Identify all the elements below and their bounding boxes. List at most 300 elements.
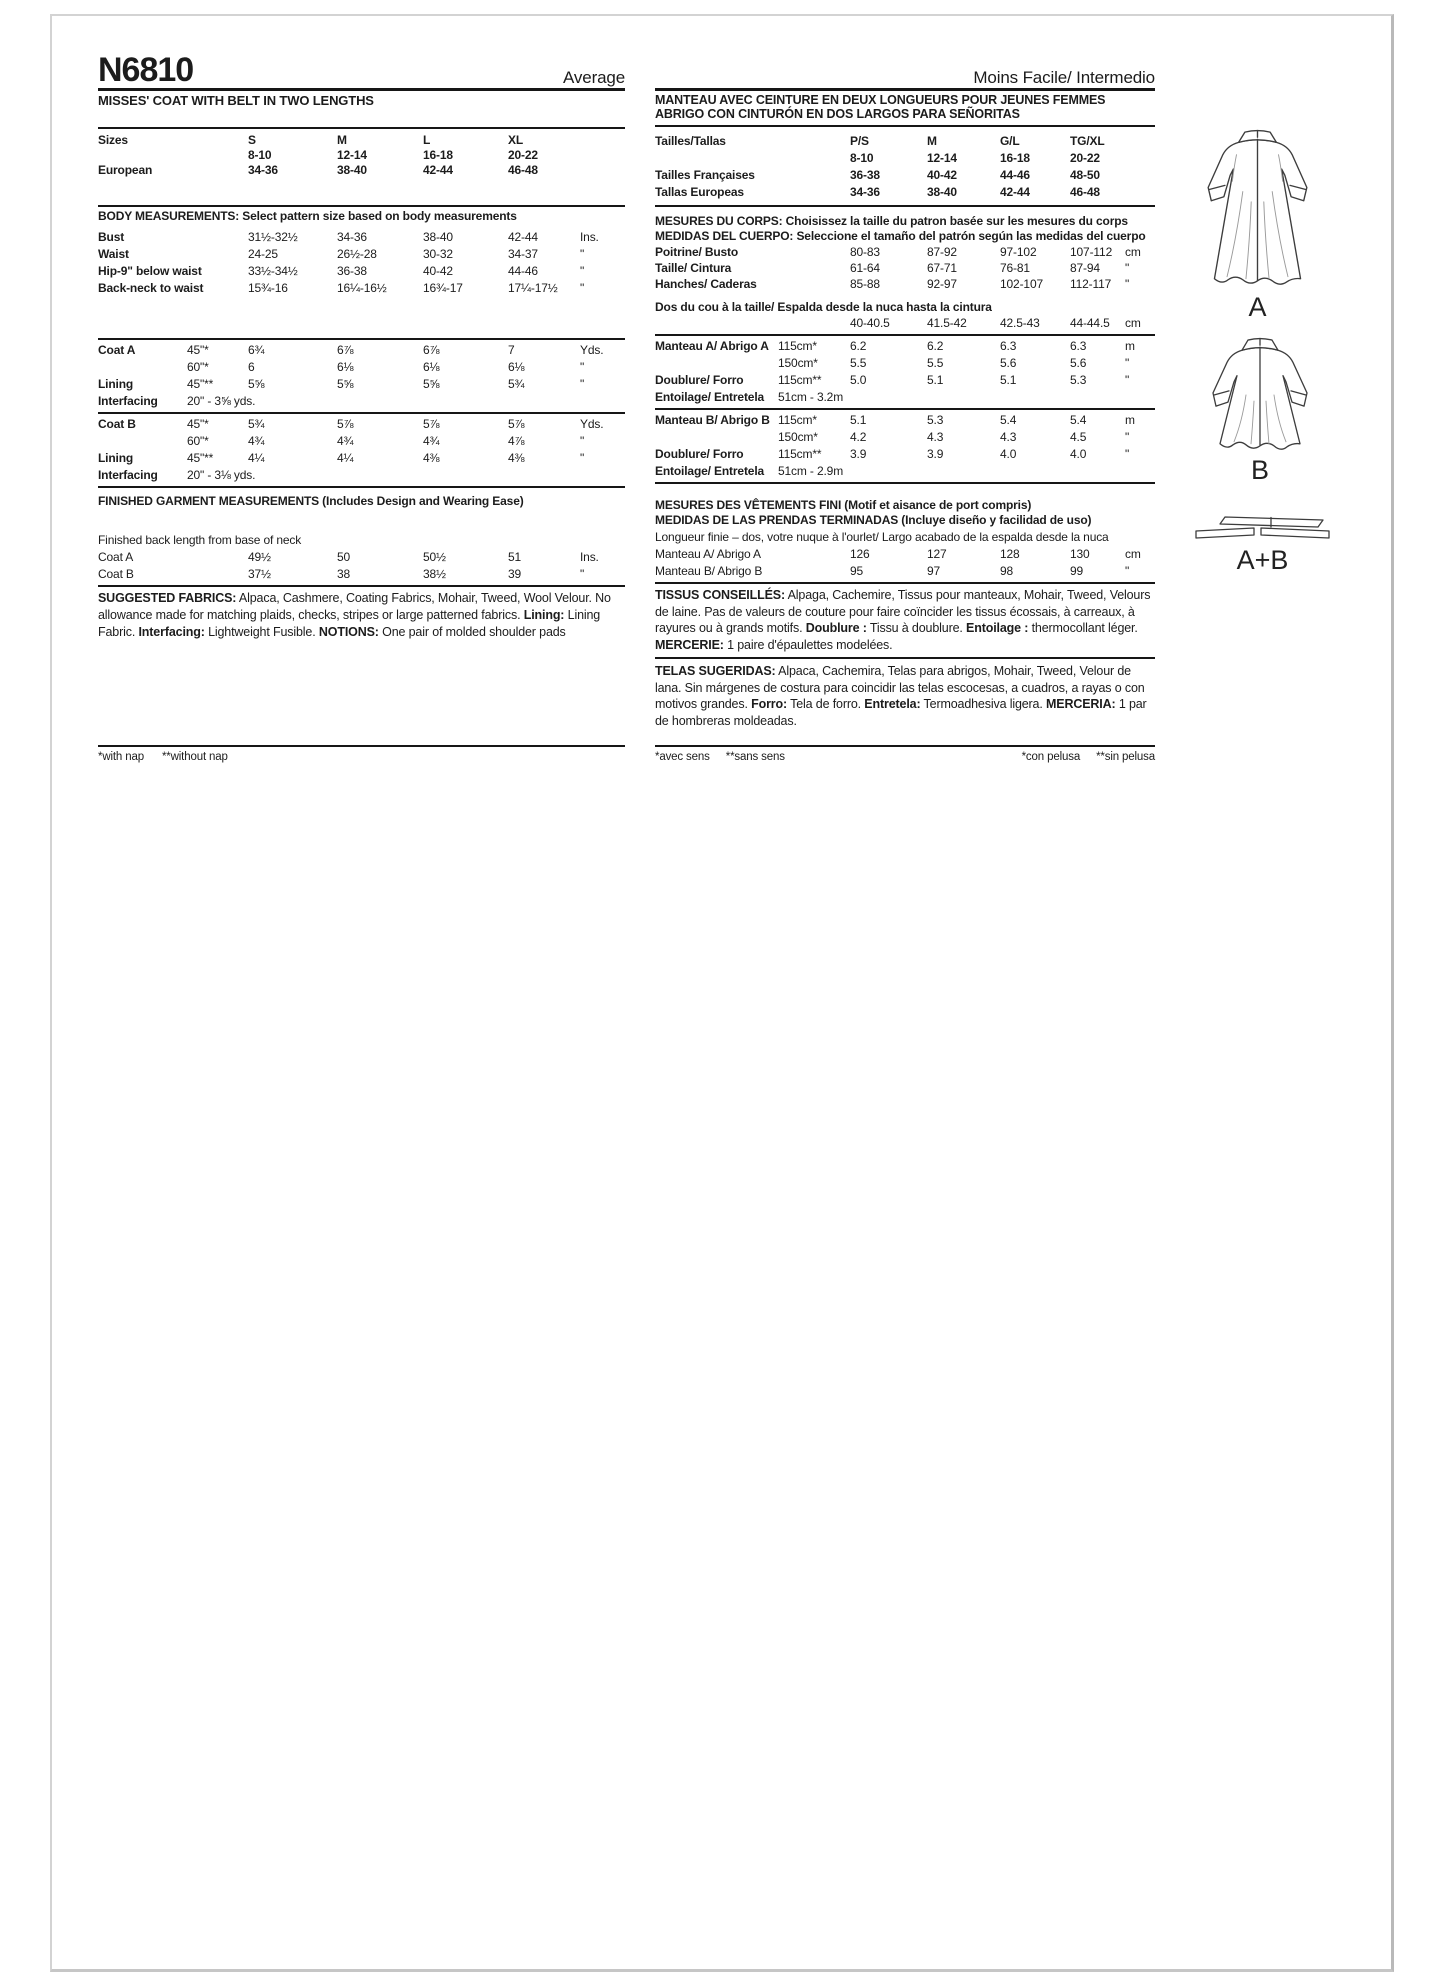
cell-ps: 36-38 [850,168,880,182]
yardage-rows [98,416,625,467]
cell-ps: 5.0 [850,373,867,387]
table-row [655,184,1155,201]
table-row [655,260,1155,276]
row-label: Sizes [98,133,128,147]
cell-ps: 4.2 [850,430,867,444]
cell-unit: " [580,247,585,261]
table-row [98,416,625,433]
bold-segment: SUGGESTED FABRICS: [98,591,237,605]
row-label: Coat B [98,417,136,431]
row-label: European [98,163,153,177]
fabric-width: 60"* [187,434,209,448]
cell-xl: 44-46 [508,264,538,278]
interfacing-row [98,393,625,410]
coat-b-yardage-group [98,412,625,486]
cell-s: 6¾ [248,343,265,357]
bold-segment: TISSUS CONSEILLÉS: [655,588,785,602]
pattern-envelope-back [50,14,1394,1972]
section-header-es: MEDIDAS DE LAS PRENDAS TERMINADAS (Incluye diseño y facilidad de uso) [655,513,1092,527]
cell-gl: G/L [1000,134,1020,148]
text-segment: 1 paire d'épaulettes modelées. [723,637,893,652]
row-label: Doublure/ Forro [655,447,744,461]
row-label: Tailles Françaises [655,168,755,182]
row-label [98,433,187,450]
row-label: Manteau B/ Abrigo B [655,564,763,578]
cell-l: 38-40 [423,230,453,244]
table-row [655,563,1155,580]
cell-m: 87-92 [927,245,957,259]
table-row [98,229,625,246]
row-label: Entoilage/ Entretela [655,464,765,478]
cell-l: 42-44 [423,163,453,177]
row-label: Doublure/ Forro [655,373,744,387]
text-segment: thermocollant léger. [1028,621,1138,635]
cell-unit: " [580,567,585,581]
cell-s: 8-10 [248,148,272,162]
cell-m: 97 [927,564,941,578]
cell-unit: Yds. [580,343,604,357]
cell-gl: 128 [1000,547,1020,561]
table-row [98,148,625,163]
row-label: Manteau B/ Abrigo B [655,413,770,427]
cell-tgxl: 130 [1070,547,1090,561]
finished-length-note: Finished back length from base of neck [98,533,302,547]
sizes-table-intl [655,125,1155,201]
row-label [98,148,248,163]
entoilage-note: 51cm - 3.2m [778,390,844,404]
table-row [98,566,625,583]
row-label: Back-neck to waist [98,281,204,295]
suggested-fabrics-paragraph [98,590,625,641]
bold-segment: Forro: [751,697,788,711]
cell-ps: 6.2 [850,339,867,353]
bold-segment: MERCERIA: [1046,697,1116,711]
bold-segment: Entoilage : [966,621,1029,635]
row-label: Coat A [98,550,134,564]
cell-s: 4¾ [248,434,265,448]
cell-s: 24-25 [248,247,278,261]
coat-b-illustration [1210,336,1310,456]
cell-l: 16-18 [423,148,453,162]
fabric-width: 150cm* [778,430,818,444]
interfacing-note: 20" - 3⅛ yds. [187,468,256,482]
cell-unit: Ins. [580,550,599,564]
cell-gl: 5.4 [1000,413,1017,427]
cell-unit: " [1125,261,1130,275]
cell-xl: 39 [508,567,522,581]
cell-ps: 5.5 [850,356,867,370]
cell-tgxl: 6.3 [1070,339,1087,353]
text-segment: Lightweight Fusible. [204,625,319,639]
table-row [98,376,625,393]
cell-s: S [248,133,256,147]
table-row [98,133,625,148]
cell-gl: 42.5-43 [1000,316,1040,330]
coat-a-illustration [1205,128,1310,290]
cell-m: 4¾ [337,434,354,448]
bold-segment: Interfacing: [138,625,205,639]
row-label: Interfacing [98,468,158,482]
row-label [655,429,778,446]
table-row [655,167,1155,184]
cell-unit: " [1125,564,1130,578]
cell-s: 31½-32½ [248,230,298,244]
cell-unit: " [580,281,585,295]
table-row [98,263,625,280]
cell-l: 4¾ [423,434,440,448]
row-label: Lining [98,451,134,465]
cell-xl: 4⅞ [508,434,525,448]
fabric-width: 115cm** [778,373,822,387]
row-label: Tallas Europeas [655,185,744,199]
cell-tgxl: 112-117 [1070,277,1112,291]
cell-unit: " [580,360,585,374]
table-row [655,412,1155,429]
cell-m: 5.5 [927,356,944,370]
difficulty-label-en: Average [563,68,625,87]
row-label: Hanches/ Caderas [655,277,757,291]
french-spanish-column [655,16,1155,729]
table-row [655,276,1155,292]
cell-gl: 76-81 [1000,261,1030,275]
table-row [655,133,1155,150]
cell-tgxl: 5.4 [1070,413,1087,427]
cell-xl: XL [508,133,524,147]
cell-l: 5⅞ [423,417,440,431]
cell-m: 12-14 [927,151,957,165]
bold-segment: Entretela: [864,697,921,711]
cell-tgxl: 99 [1070,564,1084,578]
cell-s: 33½-34½ [248,264,298,278]
pattern-number: N6810 [98,51,194,89]
cell-ps: 40-40.5 [850,316,890,330]
cell-m: 34-36 [337,230,367,244]
cell-xl: 5¾ [508,377,525,391]
cell-gl: 5.1 [1000,373,1017,387]
cell-ps: 95 [850,564,864,578]
cell-unit [1125,150,1155,167]
row-label: Bust [98,230,125,244]
garment-titles-intl [655,93,1155,121]
back-neck-label: Dos du cou à la taille/ Espalda desde la nuca hasta la cintura [655,300,992,314]
section-header: BODY MEASUREMENTS: Select pattern size based on body measurements [98,209,517,223]
cell-tgxl: 48-50 [1070,168,1100,182]
cell-l: 40-42 [423,264,453,278]
table-row [98,246,625,263]
cell-s: 6 [248,360,255,374]
cell-ps: 8-10 [850,151,874,165]
masthead-intl [655,56,1155,91]
table-row [98,359,625,376]
cell-tgxl: 4.5 [1070,430,1087,444]
cell-m: 12-14 [337,148,367,162]
cell-unit: " [1125,356,1130,370]
cell-unit: " [580,377,585,391]
row-label: Poitrine/ Busto [655,245,739,259]
cell-m: 40-42 [927,168,957,182]
cell-m: 6.2 [927,339,944,353]
footnote-intl [655,745,1155,764]
metric-yardage-table [655,334,1155,484]
cell-xl: 46-48 [508,163,538,177]
cell-unit: " [580,451,585,465]
row-label: Entoilage/ Entretela [655,390,765,404]
manteau-b-group [655,408,1155,482]
row-label: Tailles/Tallas [655,134,726,148]
cell-xl: 5⅞ [508,417,525,431]
cell-gl: 97-102 [1000,245,1037,259]
cell-unit: " [1125,373,1130,387]
cell-s: 15¾-16 [248,281,288,295]
coat-b-label: B [1250,455,1269,485]
cell-s: 5¾ [248,417,265,431]
cell-unit [1125,133,1155,150]
text-segment: Lining Fabric. [98,608,601,639]
footnote-with-nap: *with nap [98,751,144,763]
cell-tgxl: 4.0 [1070,447,1087,461]
cell-m: M [337,133,347,147]
table-row [98,549,625,566]
cell-ps: 80-83 [850,245,880,259]
cell-s: 49½ [248,550,271,564]
bold-segment: Lining: [523,608,565,622]
cell-gl: 6.3 [1000,339,1017,353]
table-row [655,150,1155,167]
cell-ps: P/S [850,134,869,148]
finished-length-note-intl: Longueur finie – dos, votre nuque à l'ourlet/ Largo acabado de la espalda desde la nuca [655,530,1109,544]
cell-m: 26½-28 [337,247,377,261]
text-segment: Tela de forro. [787,697,865,711]
cell-gl: 5.6 [1000,356,1017,370]
interfacing-note: 20" - 3⅝ yds. [187,394,256,408]
cell-l: 4⅜ [423,451,440,465]
footnote-es [1022,751,1155,764]
cell-unit: " [1125,447,1130,461]
cell-gl: 44-46 [1000,168,1030,182]
difficulty-label-intl: Moins Facile/ Intermedio [973,68,1155,87]
row-label: Manteau A/ Abrigo A [655,547,761,561]
table-row [98,342,625,359]
cell-l: 6⅞ [423,343,440,357]
fabric-width: 150cm* [778,356,818,370]
cell-s: 5⅝ [248,377,265,391]
bold-segment: Doublure : [805,621,867,635]
cell-m: 3.9 [927,447,944,461]
body-measurements-section-intl [655,205,1155,331]
fabric-width: 115cm** [778,447,822,461]
fabric-width: 45"** [187,377,214,391]
cell-m: 127 [927,547,947,561]
footnote-avec-sens: *avec sens [655,751,710,763]
table-row [655,429,1155,446]
telas-sugeridas-paragraph [655,657,1155,729]
back-neck-values-row [655,315,1155,331]
yardage-rows [655,412,1155,463]
cell-unit: cm [1125,316,1141,330]
cell-xl: 34-37 [508,247,538,261]
body-measurements-rows [655,244,1155,292]
cell-l: 6⅛ [423,360,440,374]
interfacing-row [98,467,625,484]
cell-tgxl: 5.3 [1070,373,1087,387]
entoilage-row [655,389,1155,406]
cell-xl: 4⅜ [508,451,525,465]
row-label: Lining [98,377,134,391]
cell-s: 34-36 [248,163,278,177]
sizes-table-en [98,127,625,178]
row-label: Manteau A/ Abrigo A [655,339,769,353]
cell-unit [580,163,625,178]
cell-gl: 16-18 [1000,151,1030,165]
finished-rows [98,549,625,583]
cell-m: 38-40 [337,163,367,177]
cell-l: L [423,133,431,147]
garment-title-en: MISSES' COAT WITH BELT IN TWO LENGTHS [98,93,374,108]
table-row [655,355,1155,372]
row-label: Taille/ Cintura [655,261,732,275]
row-label: Waist [98,247,129,261]
row-label: Interfacing [98,394,158,408]
cell-tgxl: 20-22 [1070,151,1100,165]
text-segment: Termoadhesiva ligera. [920,697,1047,711]
belt-illustration [1195,514,1330,542]
table-row [655,546,1155,563]
cell-m: 6⅞ [337,343,354,357]
cell-m: 16¼-16½ [337,281,387,295]
cell-xl: 6⅛ [508,360,525,374]
cell-m: 38-40 [927,185,957,199]
text-segment: Alpaca, Cashmere, Coating Fabrics, Mohair, Tweed, Wool Velour. No allowance made for matching plaids, checks, stripes or large patterned fabrics. [98,591,611,622]
section-header-es: MEDIDAS DEL CUERPO: Seleccione el tamaño del patrón según las medidas del cuerpo [655,229,1146,243]
yardage-rows [655,338,1155,389]
cell-m: M [927,134,937,148]
coat-a-label: A [1248,292,1267,322]
cell-tgxl: TG/XL [1070,134,1105,148]
cell-xl: 20-22 [508,148,538,162]
cell-unit: m [1125,339,1135,353]
cell-tgxl: 46-48 [1070,185,1100,199]
cell-tgxl: 44-44.5 [1070,316,1110,330]
cell-m: 36-38 [337,264,367,278]
cell-m: 50 [337,550,351,564]
cell-unit [580,133,625,148]
cell-l: 30-32 [423,247,453,261]
cell-unit: " [1125,277,1130,291]
fabric-width: 45"* [187,417,209,431]
row-label [655,355,778,372]
text-segment: Alpaga, Cachemire, Tissus pour manteaux, Mohair, Tweed, Velours de laine. Pas de valeurs de couture pour faire coïncider les tissus écossais, à carreaux, à rayures ou à grands motifs. [655,588,1151,635]
table-row [98,280,625,297]
cell-m: 6⅛ [337,360,354,374]
text-segment: 1 par de hombreras moldeadas. [655,697,1147,728]
row-label: Coat B [98,567,134,581]
cell-gl: 102-107 [1000,277,1043,291]
cell-xl: 7 [508,343,515,357]
body-measurements-rows [98,229,625,297]
cell-m: 41.5-42 [927,316,967,330]
fabric-width: 115cm* [778,339,817,353]
footnote-en [98,745,625,764]
cell-m: 5⅝ [337,377,354,391]
cell-s: 4¼ [248,451,265,465]
cell-ps: 5.1 [850,413,867,427]
section-header-fr: MESURES DU CORPS: Choisissez la taille du patron basée sur les mesures du corps [655,214,1128,228]
row-label [655,315,850,331]
cell-unit [580,148,625,163]
cell-l: 16¾-17 [423,281,463,295]
cell-unit [1125,167,1155,184]
section-header: FINISHED GARMENT MEASUREMENTS (Includes Design and Wearing Ease) [98,494,524,508]
fabric-width: 115cm* [778,413,817,427]
english-column [98,16,625,641]
yardage-rows [98,342,625,393]
cell-m: 5.1 [927,373,944,387]
cell-ps: 3.9 [850,447,867,461]
cell-unit: Yds. [580,417,604,431]
table-row [655,446,1155,463]
coat-a-yardage-group [98,340,625,412]
cell-m: 38 [337,567,351,581]
cell-unit [1125,184,1155,201]
row-label: Coat A [98,343,136,357]
row-label: Hip-9" below waist [98,264,202,278]
cell-ps: 34-36 [850,185,880,199]
table-row [98,163,625,178]
cell-l: 5⅝ [423,377,440,391]
fabric-width: 60"* [187,360,209,374]
cell-gl: 42-44 [1000,185,1030,199]
table-row [98,433,625,450]
bold-segment: NOTIONS: [318,625,379,639]
table-row [655,372,1155,389]
footnote-sans-sens: **sans sens [725,751,785,763]
belt-label: A+B [1236,545,1289,575]
cell-unit: m [1125,413,1135,427]
garment-title-es: ABRIGO CON CINTURÓN EN DOS LARGOS PARA SEÑORITAS [655,107,1020,121]
cell-tgxl: 5.6 [1070,356,1087,370]
manteau-a-group [655,336,1155,408]
cell-m: 92-97 [927,277,957,291]
footnote-con-pelusa: *con pelusa [1021,751,1081,763]
cell-gl: 4.3 [1000,430,1017,444]
cell-unit: cm [1125,547,1141,561]
cell-unit: cm [1125,245,1141,259]
bold-segment: TELAS SUGERIDAS: [655,664,776,678]
cell-m: 67-71 [927,261,957,275]
garment-title-fr: MANTEAU AVEC CEINTURE EN DEUX LONGUEURS POUR JEUNES FEMMES [655,93,1106,107]
cell-unit: " [1125,430,1130,444]
table-row [655,244,1155,260]
cell-xl: 51 [508,550,522,564]
finished-measurements-section-en [98,488,625,587]
cell-unit: Ins. [580,230,599,244]
cell-xl: 17¼-17½ [508,281,558,295]
cell-gl: 98 [1000,564,1014,578]
cell-m: 5.3 [927,413,944,427]
cell-tgxl: 107-112 [1070,245,1113,259]
footnote-sin-pelusa: **sin pelusa [1096,751,1155,763]
cell-xl: 42-44 [508,230,538,244]
yardage-table-en [98,338,625,488]
footnote-without-nap: **without nap [161,751,228,763]
fabric-width: 45"** [187,451,214,465]
cell-unit: " [580,264,585,278]
cell-m: 4¼ [337,451,354,465]
text-segment: One pair of molded shoulder pads [378,625,566,639]
table-row [98,450,625,467]
cell-ps: 85-88 [850,277,880,291]
footnote-fr [655,751,785,764]
